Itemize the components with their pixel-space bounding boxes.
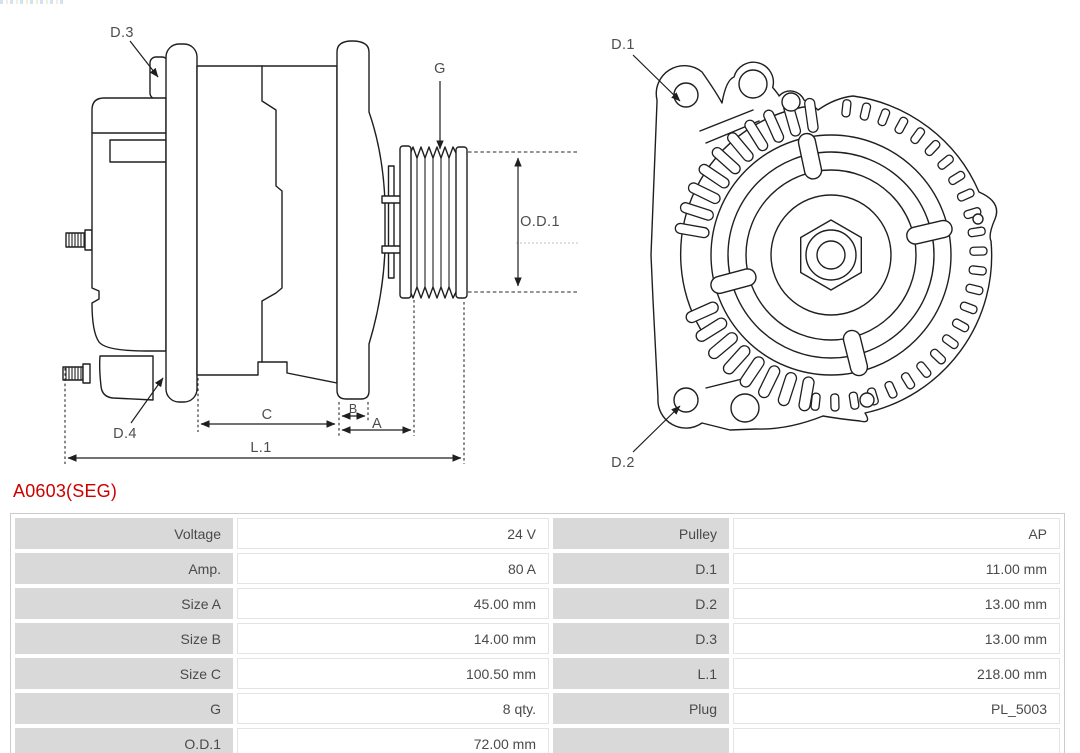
pulley [400,146,467,298]
spec-value-cell: PL_5003 [733,693,1060,724]
spec-value-cell: 80 A [237,553,549,584]
dimension-label-l1: L.1 [250,440,272,456]
dimension-label-c: C [261,407,273,423]
spec-label-cell: D.1 [553,553,729,584]
spec-label-cell: Pulley [553,518,729,549]
spec-label-cell: Plug [553,693,729,724]
spec-value-cell: 45.00 mm [237,588,549,619]
rear-housing [92,98,166,351]
dimension-label-d1: D.1 [611,37,635,53]
mounting-hole-d1 [674,83,698,107]
spec-label-cell: Amp. [15,553,233,584]
terminal-stud-bottom [63,364,90,383]
spec-value-cell: 72.00 mm [237,728,549,753]
spec-value-cell: 100.50 mm [237,658,549,689]
spec-label-cell: D.3 [553,623,729,654]
spec-label-cell [553,728,729,753]
dimension-label-d3: D.3 [110,25,134,41]
spec-value-cell: 24 V [237,518,549,549]
spec-row [15,658,1060,689]
spec-label-cell: G [15,693,233,724]
dimension-label-g: G [434,61,446,77]
spec-value-cell: 14.00 mm [237,623,549,654]
part-number-title: A0603(SEG) [13,481,118,501]
dimension-label-od1: O.D.1 [520,214,560,230]
spec-label-cell: O.D.1 [15,728,233,753]
spec-row [15,623,1060,654]
spec-table [10,513,1065,753]
spec-label-cell: Size B [15,623,233,654]
spec-row [15,728,1060,753]
spec-value-cell: 13.00 mm [733,623,1060,654]
alternator-front-view-drawing [611,37,997,471]
terminal-stud-top [66,230,92,250]
spec-label-cell: Size C [15,658,233,689]
stator-body [197,66,337,383]
spec-value-cell [733,728,1060,753]
spec-value-cell: AP [733,518,1060,549]
spec-value-cell: 13.00 mm [733,588,1060,619]
alternator-side-view-drawing [63,25,578,464]
spec-row [15,553,1060,584]
spec-row [15,693,1060,724]
spec-row [15,588,1060,619]
mounting-flange [166,44,197,402]
dimension-label-d4: D.4 [113,426,137,442]
mounting-hole-top [739,70,767,98]
spec-value-cell: 11.00 mm [733,553,1060,584]
dimension-label-b: B [348,402,358,416]
spec-label-cell: Voltage [15,518,233,549]
shaft [389,166,395,278]
dimension-label-d2: D.2 [611,455,635,471]
spec-value-cell: 218.00 mm [733,658,1060,689]
spec-label-cell: D.2 [553,588,729,619]
spec-label-cell: Size A [15,588,233,619]
spec-value-cell: 8 qty. [237,693,549,724]
side-view-d4-lug [100,356,153,400]
drive-end-bracket [337,41,385,399]
spec-label-cell: L.1 [553,658,729,689]
dimension-label-a: A [371,416,383,432]
spec-row [15,518,1060,549]
